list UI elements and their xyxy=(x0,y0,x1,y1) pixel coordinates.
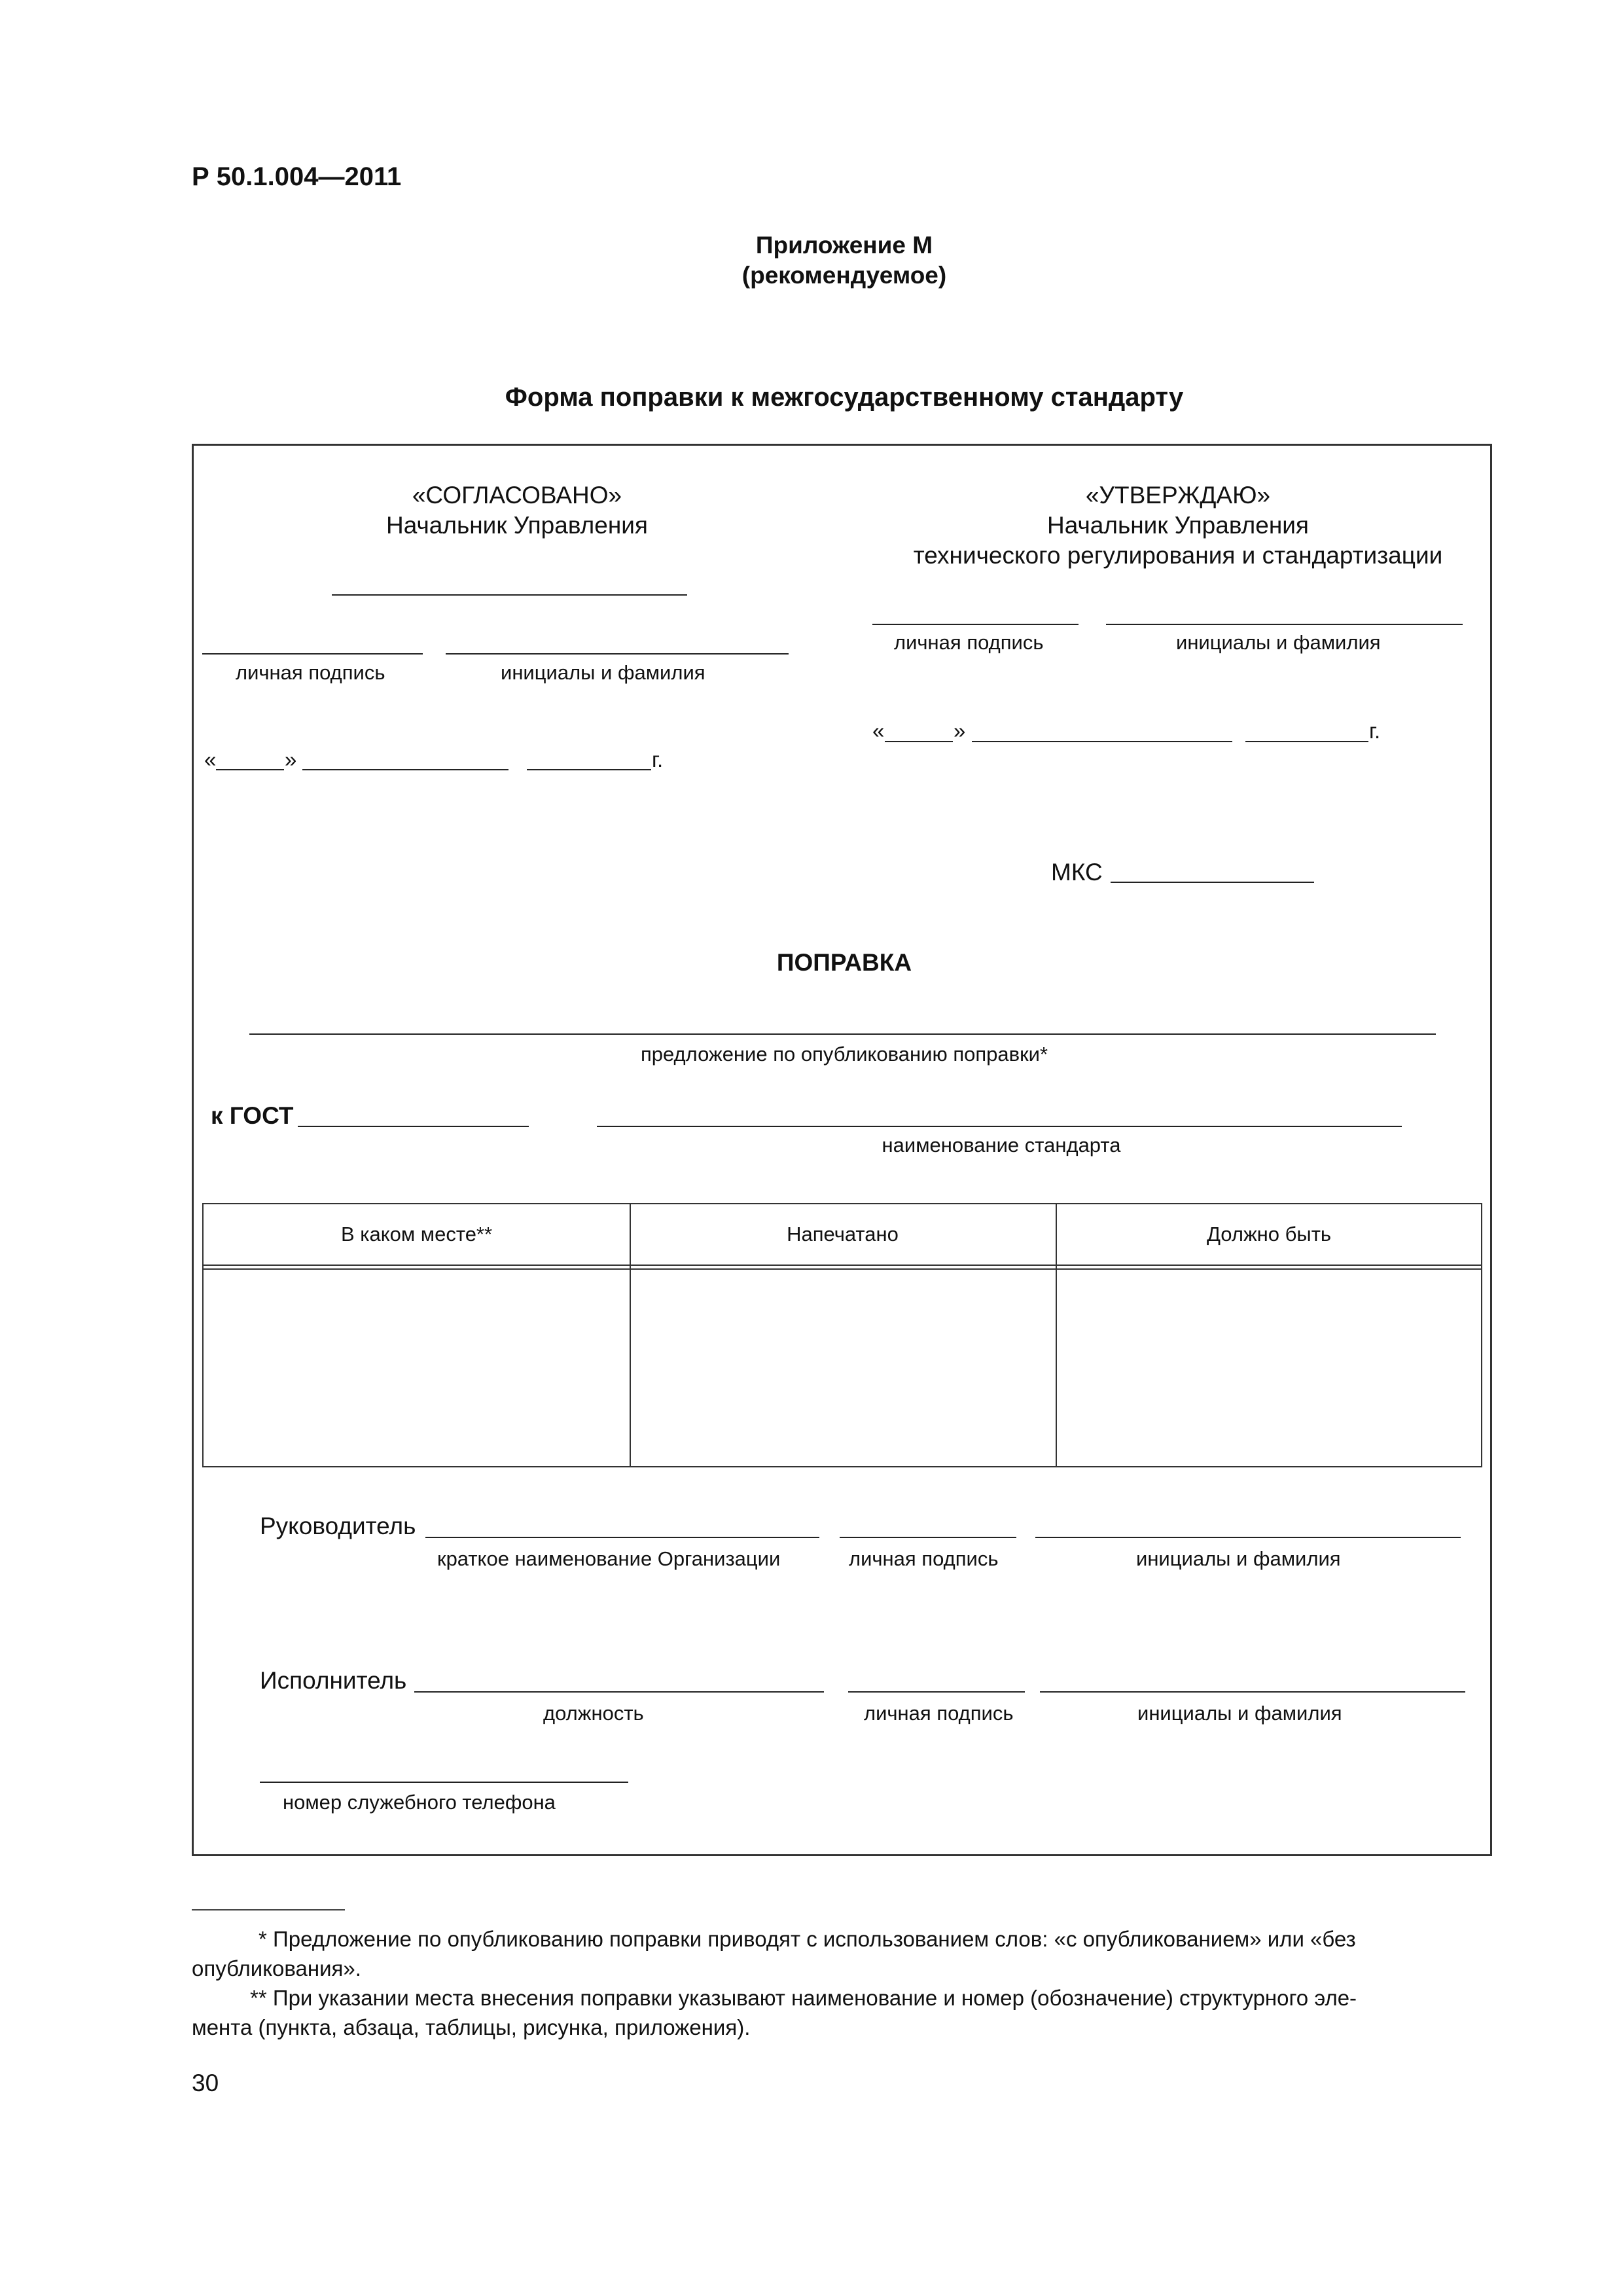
head-signature-line xyxy=(840,1537,1016,1538)
right-date-year-line xyxy=(1245,741,1368,742)
right-date-day-line xyxy=(885,741,953,742)
form-title: Форма поправки к межгосударственному стандарту xyxy=(505,383,1184,412)
table-header-divider xyxy=(204,1268,1481,1270)
left-name-caption: инициалы и фамилия xyxy=(501,661,705,684)
executor-signature-caption: личная подпись xyxy=(864,1702,1014,1725)
table-header-printed: Напечатано xyxy=(787,1223,899,1246)
executor-position-line xyxy=(414,1691,824,1693)
left-org-line xyxy=(332,594,687,596)
head-label: Руководитель xyxy=(260,1513,416,1539)
appendix-title: Приложение М xyxy=(755,232,933,259)
footnote-1-line1: * Предложение по опубликованию поправки приводят с использованием слов: «с опубликованием» или «без xyxy=(259,1927,1356,1951)
phone-caption: номер служебного телефона xyxy=(283,1791,556,1814)
right-date-open-quote: « xyxy=(872,719,885,743)
gost-label: к ГОСТ xyxy=(211,1102,294,1129)
page-number: 30 xyxy=(192,2070,219,2096)
right-name-line xyxy=(1106,624,1463,625)
left-signature-line xyxy=(202,653,423,655)
approved-right-position-line1: Начальник Управления xyxy=(1047,512,1309,539)
left-name-line xyxy=(446,653,789,655)
standard-name-caption: наименование стандарта xyxy=(882,1134,1121,1157)
right-signature-line xyxy=(872,624,1079,625)
mks-line xyxy=(1111,882,1314,883)
head-org-caption: краткое наименование Организации xyxy=(437,1547,781,1570)
approved-right-position-line2: технического регулирования и стандартизации xyxy=(913,542,1443,569)
correction-table xyxy=(202,1203,1482,1467)
table-header-should-be: Должно быть xyxy=(1206,1223,1332,1246)
left-date-day-line xyxy=(216,769,284,770)
executor-signature-line xyxy=(848,1691,1025,1693)
approved-left-heading: «СОГЛАСОВАНО» xyxy=(412,482,622,509)
left-date-year-suffix: г. xyxy=(652,747,664,772)
right-date-close-quote: » xyxy=(954,719,966,743)
mks-label: МКС xyxy=(1051,859,1103,886)
publication-line xyxy=(249,1033,1436,1035)
executor-name-line xyxy=(1040,1691,1465,1693)
head-org-line xyxy=(425,1537,819,1538)
document-code: Р 50.1.004—2011 xyxy=(192,162,402,191)
table-header-location: В каком месте** xyxy=(340,1223,493,1246)
footnote-separator xyxy=(192,1909,345,1910)
appendix-subtitle: (рекомендуемое) xyxy=(741,262,947,289)
right-name-caption: инициалы и фамилия xyxy=(1176,631,1381,654)
standard-name-line xyxy=(597,1126,1402,1127)
right-signature-caption: личная подпись xyxy=(894,631,1044,654)
approved-left-position: Начальник Управления xyxy=(386,512,648,539)
left-signature-caption: личная подпись xyxy=(236,661,385,684)
correction-title: ПОПРАВКА xyxy=(776,949,912,976)
left-date-year-line xyxy=(527,769,651,770)
executor-name-caption: инициалы и фамилия xyxy=(1137,1702,1342,1725)
executor-label: Исполнитель xyxy=(260,1667,407,1694)
right-date-year-suffix: г. xyxy=(1369,719,1381,743)
executor-position-caption: должность xyxy=(543,1702,644,1725)
gost-number-line xyxy=(298,1126,529,1127)
table-header-divider xyxy=(204,1265,1481,1266)
footnote-2-line1: ** При указании места внесения поправки указывают наименование и номер (обозначение) структурного эле- xyxy=(250,1986,1357,2010)
head-name-line xyxy=(1035,1537,1461,1538)
head-signature-caption: личная подпись xyxy=(849,1547,999,1570)
head-name-caption: инициалы и фамилия xyxy=(1136,1547,1341,1570)
footnote-2-line2: мента (пункта, абзаца, таблицы, рисунка, приложения). xyxy=(192,2015,751,2039)
phone-line xyxy=(260,1782,628,1783)
publication-caption: предложение по опубликованию поправки* xyxy=(640,1043,1048,1066)
left-date-close-quote: » xyxy=(285,747,297,772)
left-date-month-line xyxy=(302,769,508,770)
footnote-1-line2: опубликования». xyxy=(192,1956,361,1981)
right-date-month-line xyxy=(972,741,1232,742)
approved-right-heading: «УТВЕРЖДАЮ» xyxy=(1085,482,1271,509)
left-date-open-quote: « xyxy=(204,747,217,772)
